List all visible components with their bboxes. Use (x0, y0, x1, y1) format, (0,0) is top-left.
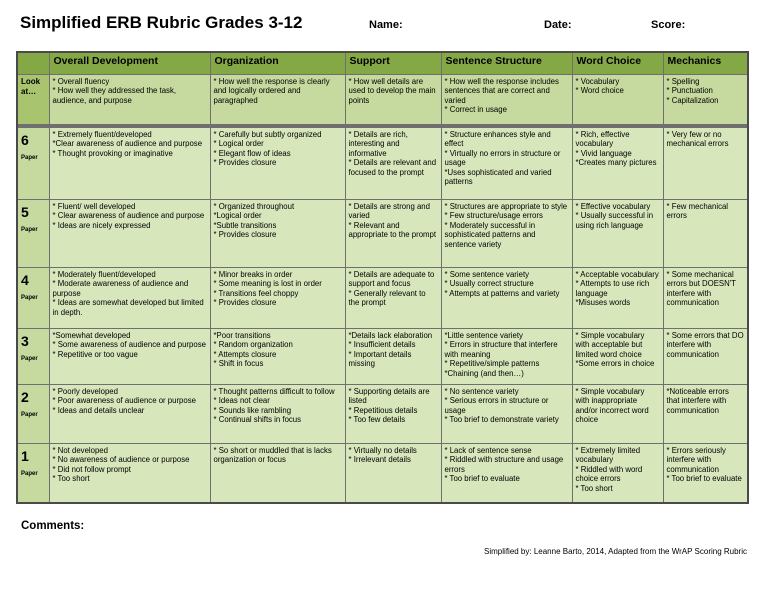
cell-line: *Uses sophisticated and varied patterns (444, 167, 552, 187)
score-paper-label: Paper (21, 356, 38, 362)
cell-line: * Repetitive or too vague (52, 349, 138, 359)
cell-line: * Attempts closure (213, 349, 277, 359)
criteria-cell-support (345, 200, 441, 268)
score-number: 2 (21, 389, 29, 405)
cell-line: * Minor breaks in order (213, 270, 293, 279)
score-row-4 (17, 268, 748, 329)
cell-line: * How well they addressed the task, audience, and purpose (52, 86, 177, 105)
look-at-cell-organization (210, 75, 345, 125)
cell-line: * Thought patterns difficult to follow (213, 387, 335, 396)
cell-line: * Fluent/ well developed (52, 202, 136, 211)
cell-line: * Vivid language (575, 148, 632, 158)
cell-line: *Chaining (and then…) (444, 368, 524, 378)
column-header-mechanics: Mechanics (663, 52, 748, 75)
score-paper-label: Paper (21, 471, 38, 477)
criteria-cell-word-choice (572, 200, 663, 268)
criteria-cell-overall-development (49, 200, 210, 268)
criteria-cell-organization (210, 128, 345, 200)
column-header-organization: Organization (210, 52, 345, 75)
cell-line: * Irrelevant details (348, 455, 411, 465)
cell-line: * Too brief to evaluate (666, 474, 742, 484)
cell-line: * How well the response is clearly and logically ordered and paragraphed (213, 77, 330, 105)
cell-line: *Creates many pictures (575, 158, 657, 168)
cell-line: *Some errors in choice (575, 359, 655, 369)
cell-line: *Little sentence variety (444, 331, 523, 340)
cell-line: * Correct in usage (444, 105, 507, 115)
cell-line: * Riddled with word choice errors (575, 464, 643, 484)
cell-line: * No awareness of audience or purpose (52, 455, 190, 465)
look-at-row (17, 75, 748, 125)
cell-line: * Poorly developed (52, 387, 118, 396)
cell-line: *Logical order (213, 211, 262, 221)
cell-line: * Ideas not clear (213, 396, 270, 406)
cell-line: * Rich, effective vocabulary (575, 130, 630, 149)
cell-line: * Punctuation (666, 86, 713, 96)
cell-line: * Provides closure (213, 158, 277, 168)
cell-line: * Carefully but subtly organized (213, 130, 322, 139)
look-at-cell-sentence-structure (441, 75, 572, 125)
criteria-cell-overall-development (49, 329, 210, 385)
column-header-overall-development: Overall Development (49, 52, 210, 75)
criteria-cell-sentence-structure (441, 329, 572, 385)
score-number: 3 (21, 333, 29, 349)
cell-line: * Important details missing (348, 349, 412, 369)
cell-line: * No sentence variety (444, 387, 519, 396)
cell-line: * Simple vocabulary with acceptable but limited word choice (575, 331, 645, 359)
cell-line: * Moderately fluent/developed (52, 270, 156, 279)
cell-line: * Overall fluency (52, 77, 110, 86)
cell-line: * Some mechanical errors but DOESN'T interfere with communication (666, 270, 736, 308)
cell-line: * Not developed (52, 446, 108, 455)
cell-line: * Virtually no details (348, 446, 417, 455)
look-at-cell-support (345, 75, 441, 125)
score-label-cell (17, 329, 49, 385)
criteria-cell-sentence-structure (441, 268, 572, 329)
cell-line: * Poor awareness of audience or purpose (52, 396, 196, 406)
cell-line: *Somewhat developed (52, 331, 131, 340)
criteria-cell-organization (210, 268, 345, 329)
cell-line: * Some sentence variety (444, 270, 530, 279)
cell-line: * Too brief to demonstrate variety (444, 415, 559, 425)
cell-line: * Insufficient details (348, 340, 416, 350)
score-label: Score: (651, 19, 686, 31)
cell-line: * Continual shifts in focus (213, 415, 302, 425)
rubric-table (16, 51, 749, 504)
cell-line: * Ideas are somewhat developed but limited in depth. (52, 298, 204, 317)
criteria-cell-mechanics (663, 268, 748, 329)
cell-line: * Details are strong and varied (348, 202, 430, 221)
score-paper-label: Paper (21, 412, 38, 418)
score-label-cell (17, 268, 49, 329)
cell-line: *Subtle transitions (213, 220, 277, 230)
column-header-sentence-structure: Sentence Structure (441, 52, 572, 75)
score-paper-label: Paper (21, 227, 38, 233)
cell-line: * Too brief to evaluate (444, 474, 520, 484)
criteria-cell-word-choice (572, 268, 663, 329)
cell-line: * How well the response includes sentences that are correct and varied (444, 77, 559, 105)
cell-line: * Attempts at patterns and variety (444, 288, 560, 298)
criteria-cell-word-choice (572, 128, 663, 200)
column-header-word-choice: Word Choice (572, 52, 663, 75)
rubric-body (17, 75, 748, 503)
score-row-2 (17, 385, 748, 444)
criteria-cell-word-choice (572, 385, 663, 444)
column-header-support: Support (345, 52, 441, 75)
cell-line: * Some meaning is lost in order (213, 279, 322, 289)
criteria-cell-organization (210, 200, 345, 268)
score-number: 1 (21, 448, 29, 464)
criteria-cell-overall-development (49, 128, 210, 200)
cell-line: * Provides closure (213, 298, 277, 308)
cell-line: * Clear awareness of audience and purpose (52, 211, 205, 221)
cell-line: *Details lack elaboration (348, 331, 433, 340)
criteria-cell-overall-development (49, 385, 210, 444)
criteria-cell-mechanics (663, 385, 748, 444)
cell-line: * Few mechanical errors (666, 202, 729, 221)
cell-line: * Capitalization (666, 95, 719, 105)
criteria-cell-mechanics (663, 444, 748, 503)
cell-line: * Word choice (575, 86, 624, 96)
score-label-cell (17, 444, 49, 503)
cell-line: * Organized throughout (213, 202, 295, 211)
look-at-label-text: Look at… (21, 77, 41, 96)
criteria-cell-sentence-structure (441, 444, 572, 503)
cell-line: * Riddled with structure and usage errors (444, 455, 564, 474)
cell-line: *Noticeable errors that interfere with communication (666, 387, 729, 415)
look-at-cell-mechanics (663, 75, 748, 125)
cell-line: * Some errors that DO interfere with communication (666, 331, 744, 359)
cell-line: * Too short (575, 483, 613, 493)
cell-line: * Serious errors in structure or usage (444, 396, 549, 415)
comments-label: Comments: (21, 520, 85, 532)
cell-line: * Did not follow prompt (52, 464, 131, 474)
criteria-cell-support (345, 444, 441, 503)
cell-line: * Extremely limited vocabulary (575, 446, 641, 465)
criteria-cell-sentence-structure (441, 128, 572, 200)
column-header-row (17, 52, 748, 75)
criteria-cell-sentence-structure (441, 385, 572, 444)
score-label-cell (17, 385, 49, 444)
look-at-cell-word-choice (572, 75, 663, 125)
cell-line: * Details are adequate to support and focus (348, 270, 435, 289)
criteria-cell-word-choice (572, 444, 663, 503)
score-number: 4 (21, 272, 29, 288)
cell-line: * Random organization (213, 340, 293, 350)
cell-line: * Too short (52, 474, 90, 484)
criteria-cell-mechanics (663, 128, 748, 200)
cell-line: * Vocabulary (575, 77, 620, 86)
cell-line: * Logical order (213, 139, 264, 149)
cell-line: * Simple vocabulary with inappropriate and/or incorrect word choice (575, 387, 649, 425)
look-at-label (17, 75, 49, 125)
cell-line: * Attempts to use rich language (575, 279, 650, 298)
cell-line: * Virtually no errors in structure or usage (444, 148, 561, 168)
cell-line: * Generally relevant to the prompt (348, 288, 426, 308)
criteria-cell-organization (210, 444, 345, 503)
cell-line: * Transitions feel choppy (213, 288, 299, 298)
cell-line: * Usually successful in using rich language (575, 211, 654, 230)
cell-line: * Errors seriously interfere with communication (666, 446, 726, 474)
criteria-cell-mechanics (663, 329, 748, 385)
score-number: 5 (21, 204, 29, 220)
cell-line: * Ideas and details unclear (52, 405, 145, 415)
cell-line: * Very few or no mechanical errors (666, 130, 729, 149)
criteria-cell-sentence-structure (441, 200, 572, 268)
credit-line: Simplified by: Leanne Barto, 2014, Adapted from the WrAP Scoring Rubric (484, 547, 747, 556)
date-label: Date: (544, 19, 572, 31)
score-row-3 (17, 329, 748, 385)
cell-line: * Structures are appropriate to style (444, 202, 568, 211)
cell-line: * So short or muddled that is lacks organization or focus (213, 446, 332, 465)
criteria-cell-overall-development (49, 444, 210, 503)
cell-line: * Spelling (666, 77, 700, 86)
look-at-cell-overall-development (49, 75, 210, 125)
criteria-cell-mechanics (663, 200, 748, 268)
score-row-6 (17, 128, 748, 200)
criteria-cell-organization (210, 385, 345, 444)
cell-line: * Errors in structure that interfere with meaning (444, 340, 558, 359)
criteria-cell-word-choice (572, 329, 663, 385)
cell-line: * Sounds like rambling (213, 405, 292, 415)
cell-line: * Too few details (348, 415, 406, 425)
cell-line: * Ideas are nicely expressed (52, 220, 151, 230)
cell-line: * Some awareness of audience and purpose (52, 340, 206, 350)
cell-line: * Shift in focus (213, 359, 264, 369)
criteria-cell-overall-development (49, 268, 210, 329)
cell-line: * Extremely fluent/developed (52, 130, 152, 139)
criteria-cell-support (345, 128, 441, 200)
column-header-blank (17, 52, 49, 75)
criteria-cell-support (345, 268, 441, 329)
score-paper-label: Paper (21, 295, 38, 301)
score-paper-label: Paper (21, 155, 38, 161)
criteria-cell-organization (210, 329, 345, 385)
cell-line: *Misuses words (575, 298, 631, 308)
cell-line: * Provides closure (213, 230, 277, 240)
cell-line: * Elegant flow of ideas (213, 148, 291, 158)
cell-line: * Thought provoking or imaginative (52, 148, 173, 158)
cell-line: * Moderate awareness of audience and purpose (52, 279, 189, 298)
cell-line: * Relevant and appropriate to the prompt (348, 220, 437, 240)
cell-line: * Acceptable vocabulary (575, 270, 659, 279)
cell-line: *Poor transitions (213, 331, 271, 340)
cell-line: * How well details are used to develop the main points (348, 77, 436, 105)
score-row-1 (17, 444, 748, 503)
score-label-cell (17, 128, 49, 200)
cell-line: * Structure enhances style and effect (444, 130, 551, 149)
cell-line: * Details are relevant and focused to the prompt (348, 158, 437, 177)
cell-line: * Moderately successful in sophisticated patterns and sentence variety (444, 220, 536, 249)
cell-line: *Clear awareness of audience and purpose (52, 139, 203, 149)
name-label: Name: (369, 19, 403, 31)
cell-line: * Repetitious details (348, 405, 418, 415)
criteria-cell-support (345, 385, 441, 444)
score-label-cell (17, 200, 49, 268)
cell-line: * Usually correct structure (444, 279, 534, 289)
score-row-5 (17, 200, 748, 268)
criteria-cell-support (345, 329, 441, 385)
score-number: 6 (21, 132, 29, 148)
cell-line: * Supporting details are listed (348, 387, 430, 406)
cell-line: * Lack of sentence sense (444, 446, 532, 455)
cell-line: * Few structure/usage errors (444, 211, 543, 221)
rubric-title: Simplified ERB Rubric Grades 3-12 (20, 13, 303, 32)
cell-line: * Effective vocabulary (575, 202, 651, 211)
cell-line: * Details are rich, interesting and informative (348, 130, 408, 158)
cell-line: * Repetitive/simple patterns (444, 359, 540, 369)
